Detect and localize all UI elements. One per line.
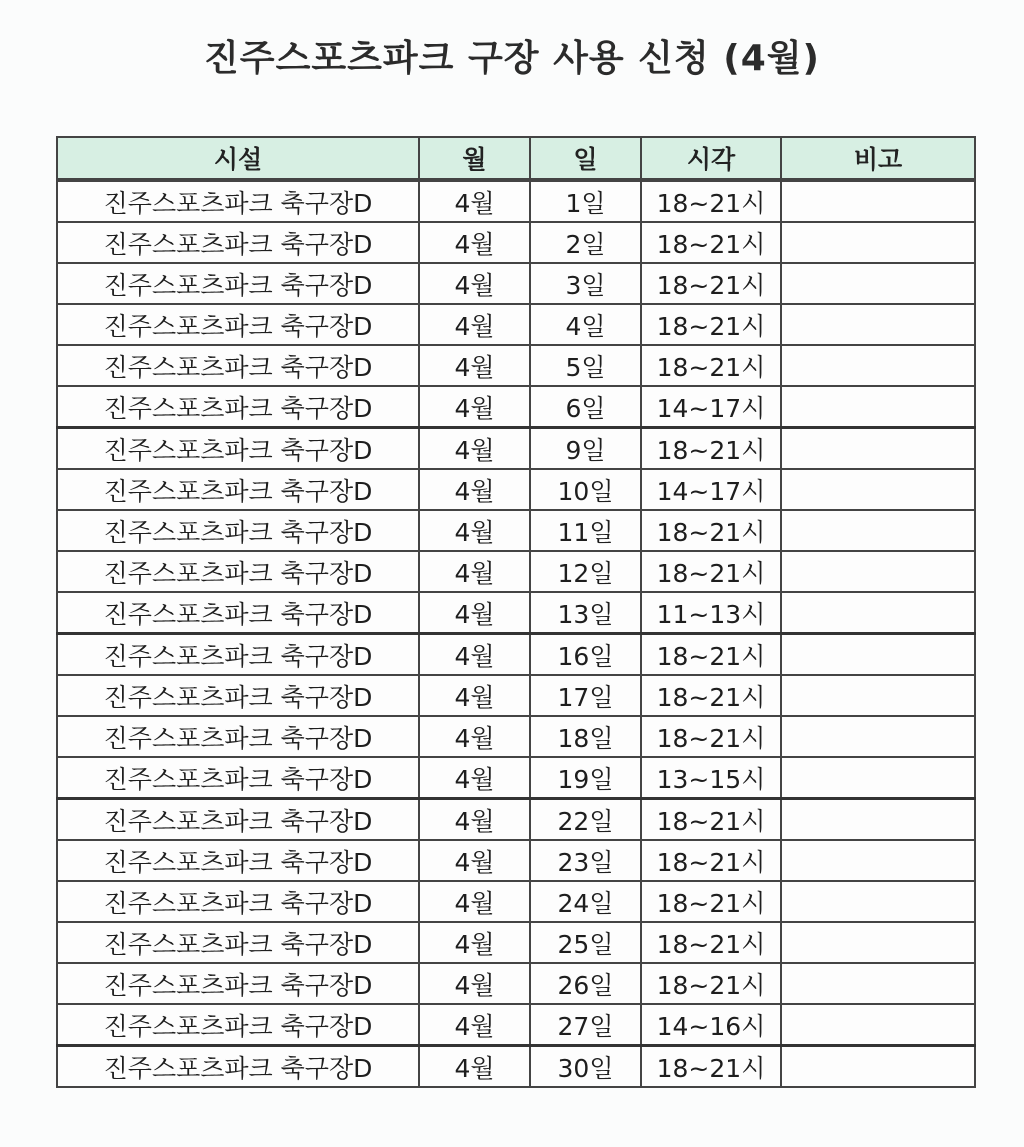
cell-facility: 진주스포츠파크 축구장D	[57, 716, 419, 757]
cell-time: 18~21시	[641, 716, 781, 757]
cell-note	[781, 799, 975, 841]
cell-day: 18일	[530, 716, 641, 757]
cell-facility: 진주스포츠파크 축구장D	[57, 799, 419, 841]
table-row	[57, 180, 975, 222]
cell-month: 4월	[419, 551, 530, 592]
cell-month: 4월	[419, 1046, 530, 1088]
table-row	[57, 222, 975, 263]
cell-time: 13~15시	[641, 757, 781, 799]
cell-facility: 진주스포츠파크 축구장D	[57, 592, 419, 634]
cell-facility: 진주스포츠파크 축구장D	[57, 634, 419, 676]
cell-time: 18~21시	[641, 881, 781, 922]
table-row	[57, 263, 975, 304]
cell-note	[781, 757, 975, 799]
cell-day: 19일	[530, 757, 641, 799]
cell-facility: 진주스포츠파크 축구장D	[57, 386, 419, 428]
cell-time: 18~21시	[641, 510, 781, 551]
cell-month: 4월	[419, 799, 530, 841]
cell-time: 18~21시	[641, 634, 781, 676]
table-row	[57, 551, 975, 592]
table-row	[57, 592, 975, 634]
cell-note	[781, 840, 975, 881]
cell-note	[781, 963, 975, 1004]
table-row	[57, 304, 975, 345]
schedule-table	[56, 136, 976, 1088]
cell-day: 2일	[530, 222, 641, 263]
cell-time: 18~21시	[641, 799, 781, 841]
cell-time: 11~13시	[641, 592, 781, 634]
cell-time: 18~21시	[641, 840, 781, 881]
cell-day: 26일	[530, 963, 641, 1004]
cell-note	[781, 180, 975, 222]
cell-day: 13일	[530, 592, 641, 634]
cell-month: 4월	[419, 304, 530, 345]
cell-facility: 진주스포츠파크 축구장D	[57, 510, 419, 551]
cell-note	[781, 716, 975, 757]
cell-time: 18~21시	[641, 304, 781, 345]
column-header-day: 일	[530, 137, 641, 180]
cell-note	[781, 428, 975, 470]
cell-month: 4월	[419, 675, 530, 716]
table-row	[57, 428, 975, 470]
cell-day: 25일	[530, 922, 641, 963]
cell-facility: 진주스포츠파크 축구장D	[57, 963, 419, 1004]
cell-day: 4일	[530, 304, 641, 345]
cell-facility: 진주스포츠파크 축구장D	[57, 675, 419, 716]
cell-day: 9일	[530, 428, 641, 470]
cell-time: 18~21시	[641, 222, 781, 263]
cell-note	[781, 469, 975, 510]
cell-month: 4월	[419, 592, 530, 634]
cell-facility: 진주스포츠파크 축구장D	[57, 304, 419, 345]
cell-note	[781, 592, 975, 634]
cell-time: 18~21시	[641, 180, 781, 222]
cell-note	[781, 345, 975, 386]
cell-day: 3일	[530, 263, 641, 304]
cell-facility: 진주스포츠파크 축구장D	[57, 263, 419, 304]
cell-note	[781, 881, 975, 922]
table-row	[57, 510, 975, 551]
cell-facility: 진주스포츠파크 축구장D	[57, 345, 419, 386]
table-row	[57, 716, 975, 757]
table-body	[57, 180, 975, 1087]
cell-day: 23일	[530, 840, 641, 881]
cell-note	[781, 304, 975, 345]
cell-day: 30일	[530, 1046, 641, 1088]
column-header-facility: 시설	[57, 137, 419, 180]
column-header-time: 시각	[641, 137, 781, 180]
table-row	[57, 1004, 975, 1046]
cell-note	[781, 922, 975, 963]
page-title: 진주스포츠파크 구장 사용 신청 (4월)	[204, 38, 820, 79]
cell-month: 4월	[419, 469, 530, 510]
table-row	[57, 840, 975, 881]
cell-time: 14~17시	[641, 469, 781, 510]
cell-month: 4월	[419, 345, 530, 386]
header-row	[57, 137, 975, 180]
cell-time: 18~21시	[641, 428, 781, 470]
cell-note	[781, 510, 975, 551]
cell-month: 4월	[419, 881, 530, 922]
cell-note	[781, 222, 975, 263]
table-row	[57, 675, 975, 716]
cell-note	[781, 634, 975, 676]
cell-month: 4월	[419, 922, 530, 963]
cell-day: 6일	[530, 386, 641, 428]
cell-day: 12일	[530, 551, 641, 592]
table-row	[57, 963, 975, 1004]
cell-month: 4월	[419, 180, 530, 222]
table-row	[57, 634, 975, 676]
cell-facility: 진주스포츠파크 축구장D	[57, 180, 419, 222]
cell-facility: 진주스포츠파크 축구장D	[57, 1046, 419, 1088]
cell-time: 18~21시	[641, 345, 781, 386]
cell-facility: 진주스포츠파크 축구장D	[57, 469, 419, 510]
table-row	[57, 469, 975, 510]
cell-facility: 진주스포츠파크 축구장D	[57, 222, 419, 263]
cell-time: 18~21시	[641, 675, 781, 716]
cell-time: 14~17시	[641, 386, 781, 428]
cell-month: 4월	[419, 1004, 530, 1046]
table-row	[57, 922, 975, 963]
cell-month: 4월	[419, 634, 530, 676]
table-row	[57, 757, 975, 799]
cell-day: 17일	[530, 675, 641, 716]
cell-day: 27일	[530, 1004, 641, 1046]
cell-note	[781, 1004, 975, 1046]
cell-facility: 진주스포츠파크 축구장D	[57, 551, 419, 592]
cell-time: 18~21시	[641, 551, 781, 592]
cell-day: 24일	[530, 881, 641, 922]
cell-time: 14~16시	[641, 1004, 781, 1046]
cell-day: 10일	[530, 469, 641, 510]
cell-day: 11일	[530, 510, 641, 551]
cell-note	[781, 675, 975, 716]
cell-time: 18~21시	[641, 1046, 781, 1088]
table-row	[57, 345, 975, 386]
table-row	[57, 1046, 975, 1088]
cell-month: 4월	[419, 428, 530, 470]
cell-month: 4월	[419, 757, 530, 799]
cell-facility: 진주스포츠파크 축구장D	[57, 881, 419, 922]
cell-month: 4월	[419, 510, 530, 551]
cell-day: 1일	[530, 180, 641, 222]
cell-month: 4월	[419, 263, 530, 304]
cell-month: 4월	[419, 840, 530, 881]
cell-month: 4월	[419, 963, 530, 1004]
cell-day: 16일	[530, 634, 641, 676]
cell-time: 18~21시	[641, 922, 781, 963]
cell-facility: 진주스포츠파크 축구장D	[57, 840, 419, 881]
cell-month: 4월	[419, 222, 530, 263]
table-row	[57, 386, 975, 428]
cell-facility: 진주스포츠파크 축구장D	[57, 1004, 419, 1046]
cell-note	[781, 263, 975, 304]
cell-note	[781, 386, 975, 428]
cell-note	[781, 1046, 975, 1088]
column-header-month: 월	[419, 137, 530, 180]
cell-month: 4월	[419, 386, 530, 428]
table-row	[57, 881, 975, 922]
cell-facility: 진주스포츠파크 축구장D	[57, 757, 419, 799]
cell-day: 22일	[530, 799, 641, 841]
cell-day: 5일	[530, 345, 641, 386]
cell-facility: 진주스포츠파크 축구장D	[57, 428, 419, 470]
cell-note	[781, 551, 975, 592]
cell-month: 4월	[419, 716, 530, 757]
table-row	[57, 799, 975, 841]
cell-facility: 진주스포츠파크 축구장D	[57, 922, 419, 963]
column-header-note: 비고	[781, 137, 975, 180]
cell-time: 18~21시	[641, 263, 781, 304]
cell-time: 18~21시	[641, 963, 781, 1004]
